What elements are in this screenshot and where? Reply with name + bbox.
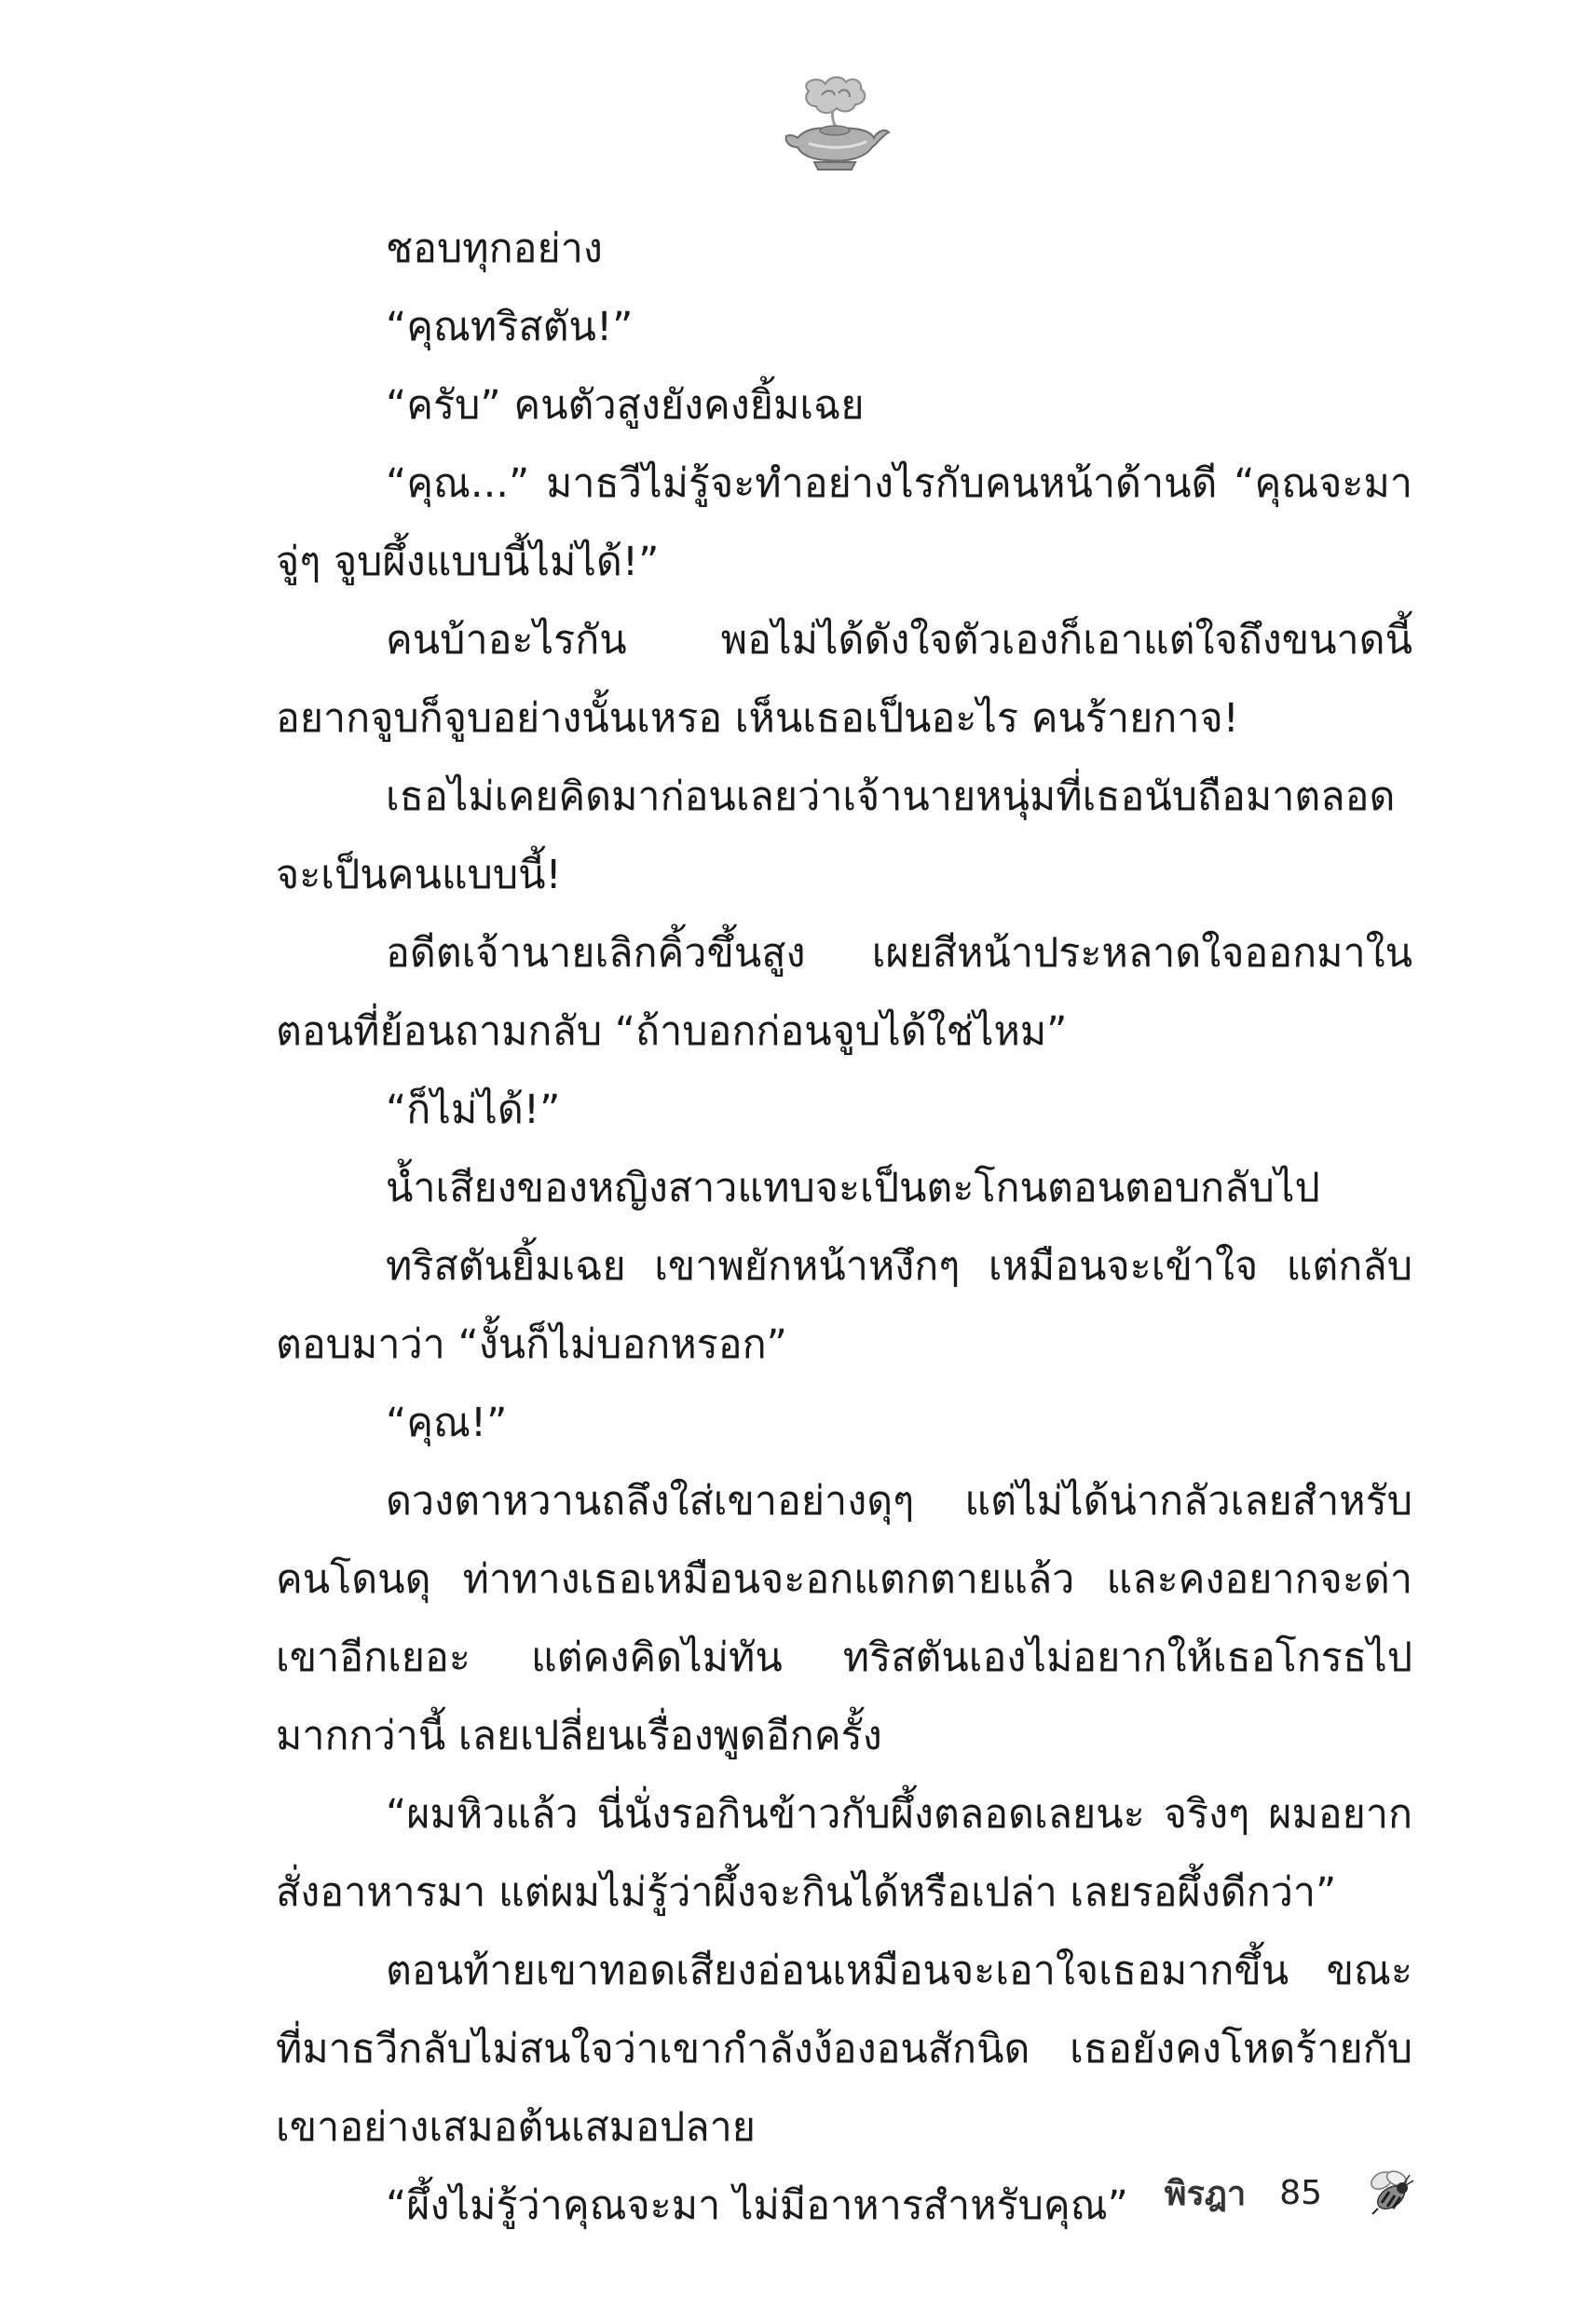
page-number: 85 [1279, 2173, 1322, 2212]
page-footer [1165, 2160, 1419, 2225]
paragraph: “ครับ” คนตัวสูงยังคงยิ้มเฉย [386, 382, 865, 429]
paragraph: ชอบทุกอย่าง [386, 226, 603, 272]
paragraph: เธอไม่เคยคิดมาก่อนเลยว่าเจ้านายหนุ่มที่เธอนับถือมาตลอดจะเป็นคนแบบนี้! [276, 773, 1396, 898]
paragraph: คนบ้าอะไรกัน พอไม่ได้ดังใจตัวเองก็เอาแต่ใจถึงขนาดนี้ อยากจูบก็จูบอย่างนั้นเหรอ เห็นเธอเป็นอะไร คนร้ายกาจ! [276, 617, 1412, 742]
paragraph: “คุณ...” มาธวีไม่รู้จะทำอย่างไรกับคนหน้าด้านดี “คุณจะมาจู่ๆ จูบผึ้งแบบนี้ไม่ได้!” [276, 460, 1412, 585]
paragraph: น้ำเสียงของหญิงสาวแทบจะเป็นตะโกนตอนตอบกลับไป [386, 1165, 1320, 1211]
paragraph: อดีตเจ้านายเลิกคิ้วขึ้นสูง เผยสีหน้าประหลาดใจออกมาในตอนที่ย้อนถามกลับ “ถ้าบอกก่อนจูบได้ใช่ไหม” [276, 930, 1412, 1055]
paragraph: ตอนท้ายเขาทอดเสียงอ่อนเหมือนจะเอาใจเธอมากขึ้น ขณะที่มาธวีกลับไม่สนใจว่าเขากำลังง้องอนสักนิด เธอยังคงโหดร้ายกับเขาอย่างเสมอต้นเสมอปลาย [276, 1948, 1412, 2151]
paragraph: “คุณ!” [386, 1400, 508, 1446]
paragraph: “ผึ้งไม่รู้ว่าคุณจะมา ไม่มีอาหารสำหรับคุณ” [386, 2182, 1128, 2229]
paragraph: “คุณทริสตัน!” [386, 304, 634, 350]
genie-lamp-icon [781, 73, 893, 175]
story-text [276, 210, 1412, 2245]
paragraph: “ผมหิวแล้ว นี่นั่งรอกินข้าวกับผึ้งตลอดเลยนะ จริงๆ ผมอยากสั่งอาหารมา แต่ผมไม่รู้ว่าผึ้งจะกินได้หรือเปล่า เลยรอผึ้งดีกว่า” [276, 1791, 1412, 1916]
paragraph: “ก็ไม่ได้!” [386, 1087, 561, 1133]
book-title: พิรฎา [1164, 2174, 1247, 2213]
bee-icon [1361, 2164, 1419, 2222]
paragraph: ดวงตาหวานถลึงใส่เขาอย่างดุๆ แต่ไม่ได้น่ากลัวเลยสำหรับคนโดนดุ ท่าทางเธอเหมือนจะอกแตกตายแล้ว และคงอยากจะด่าเขาอีกเยอะ แต่คงคิดไม่ทัน ทริสตันเองไม่อยากให้เธอโกรธไปมากกว่านี้ เลยเปลี่ยนเรื่องพูดอีกครั้ง [276, 1478, 1412, 1759]
paragraph: ทริสตันยิ้มเฉย เขาพยักหน้าหงึกๆ เหมือนจะเข้าใจ แต่กลับตอบมาว่า “งั้นก็ไม่บอกหรอก” [276, 1243, 1412, 1368]
